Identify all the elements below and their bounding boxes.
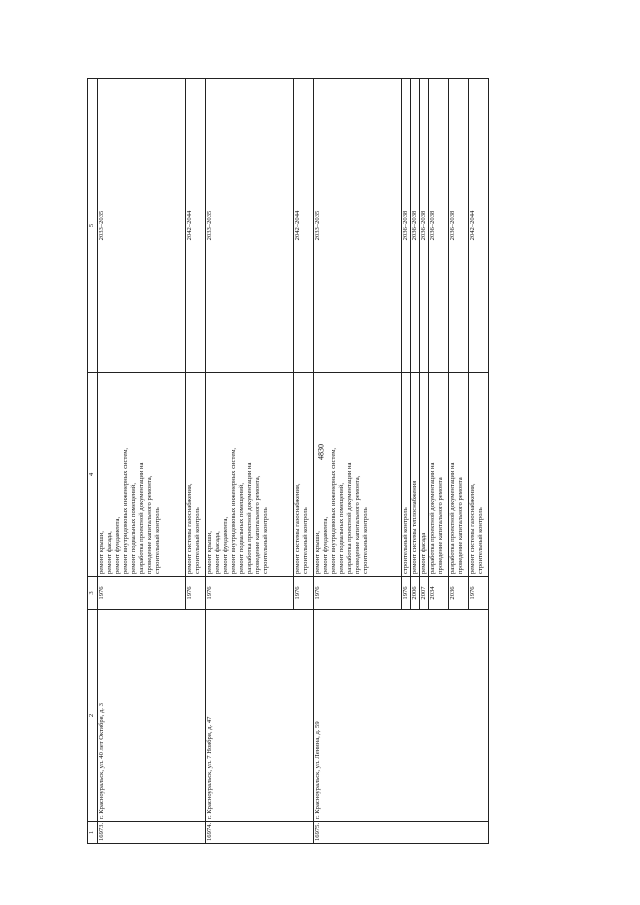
work-item: ремонт внутридомовых инженерных систем, (230, 447, 237, 574)
period-cell: 2036–2038 (429, 79, 449, 373)
year-cell: 2006 (411, 577, 420, 610)
address-cell: г. Красноуральск, ул. 40 лет Октября, д. 3 (98, 610, 206, 822)
work-item: строительный контроль (262, 507, 269, 574)
work-item: ремонт крыши, (206, 531, 213, 574)
repair-schedule-table (87, 78, 489, 844)
year-cell: 1976 (402, 577, 411, 610)
period-cell: 2033–2035 (98, 79, 186, 373)
row-number-cell: 16974. (206, 822, 314, 844)
year-cell: 1976 (469, 577, 489, 610)
work-item: строительный контроль (194, 507, 201, 574)
column-header: 1 (88, 822, 98, 844)
work-item: разработка проектной документации на (449, 462, 456, 574)
works-cell (206, 373, 294, 577)
period-cell: 2033–2035 (206, 79, 294, 373)
period-cell: 2042–2044 (469, 79, 489, 373)
year-cell: 1976 (314, 577, 402, 610)
work-item: ремонт системы газоснабжения, (294, 483, 301, 574)
work-item: строительный контроль (302, 507, 309, 574)
column-header: 4 (88, 373, 98, 577)
table-row (206, 79, 294, 844)
work-item: ремонт системы газоснабжения, (469, 483, 476, 574)
work-item: ремонт подвальных помещений, (130, 483, 137, 574)
work-item: ремонт крыши, (314, 531, 321, 574)
row-number-cell: 16975. (314, 822, 489, 844)
work-item: проведение капитального ремонта (437, 477, 444, 574)
works-cell (469, 373, 489, 577)
work-item: ремонт системы газоснабжения, (186, 483, 193, 574)
work-item: разработка проектной документации на (246, 462, 253, 574)
work-item: ремонт крыши, (98, 531, 105, 574)
column-header: 3 (88, 577, 98, 610)
work-item: ремонт фасада (420, 532, 427, 574)
address-cell: г. Красноуральск, ул. Ленина, д. 59 (314, 610, 489, 822)
works-cell (314, 373, 402, 577)
work-item: строительный контроль (402, 507, 409, 574)
works-cell (420, 373, 429, 577)
work-item: ремонт системы теплоснабжения (411, 480, 418, 574)
period-cell: 2042–2044 (294, 79, 314, 373)
period-cell: 2036–2038 (411, 79, 420, 373)
work-item: проведение капитального ремонта, (254, 475, 261, 574)
work-item: строительный контроль (477, 507, 484, 574)
works-cell (411, 373, 420, 577)
work-item: ремонт фундамента, (114, 516, 121, 574)
work-item: разработка проектной документации на (346, 462, 353, 574)
work-item: разработка проектной документации на (138, 462, 145, 574)
rotated-table-frame (87, 79, 542, 844)
period-cell: 2036–2038 (402, 79, 411, 373)
work-item: проведение капитального ремонта, (146, 475, 153, 574)
work-item: строительный контроль (154, 507, 161, 574)
address-cell: г. Красноуральск, ул. 7 Ноября, д. 47 (206, 610, 314, 822)
year-cell: 1976 (98, 577, 186, 610)
works-cell (186, 373, 206, 577)
year-cell: 1976 (206, 577, 294, 610)
period-cell: 2042–2044 (186, 79, 206, 373)
period-cell: 2036–2038 (420, 79, 429, 373)
repair-schedule-table-wrapper (87, 79, 542, 844)
works-cell (429, 373, 449, 577)
column-header: 2 (88, 610, 98, 822)
column-header: 5 (88, 79, 98, 373)
work-item: проведение капитального ремонта, (354, 475, 361, 574)
work-item: ремонт фасада, (106, 531, 113, 574)
period-cell: 2036–2038 (449, 79, 469, 373)
page-number: 4830 (316, 444, 326, 460)
table-header-row (88, 79, 98, 844)
works-cell (98, 373, 186, 577)
work-item: разработка проектной документации на (429, 462, 436, 574)
period-cell: 2033–2035 (314, 79, 402, 373)
works-cell (449, 373, 469, 577)
table-body (98, 79, 489, 844)
row-number-cell: 16973. (98, 822, 206, 844)
works-cell (402, 373, 411, 577)
work-item: ремонт фундамента, (322, 516, 329, 574)
work-item: ремонт фасада, (214, 531, 221, 574)
work-item: ремонт подвальных помещений, (338, 483, 345, 574)
works-cell (294, 373, 314, 577)
work-item: ремонт фундамента, (222, 516, 229, 574)
work-item: ремонт внутридомовых инженерных систем, (122, 447, 129, 574)
work-item: ремонт внутридомовых инженерных систем, (330, 447, 337, 574)
year-cell: 1976 (294, 577, 314, 610)
work-item: проведение капитального ремонта (457, 477, 464, 574)
table-row (314, 79, 402, 844)
year-cell: 2007 (420, 577, 429, 610)
year-cell: 2034 (429, 577, 449, 610)
work-item: строительный контроль (362, 507, 369, 574)
table-row (98, 79, 186, 844)
work-item: ремонт подвальных помещений, (238, 483, 245, 574)
year-cell: 2036 (449, 577, 469, 610)
year-cell: 1976 (186, 577, 206, 610)
